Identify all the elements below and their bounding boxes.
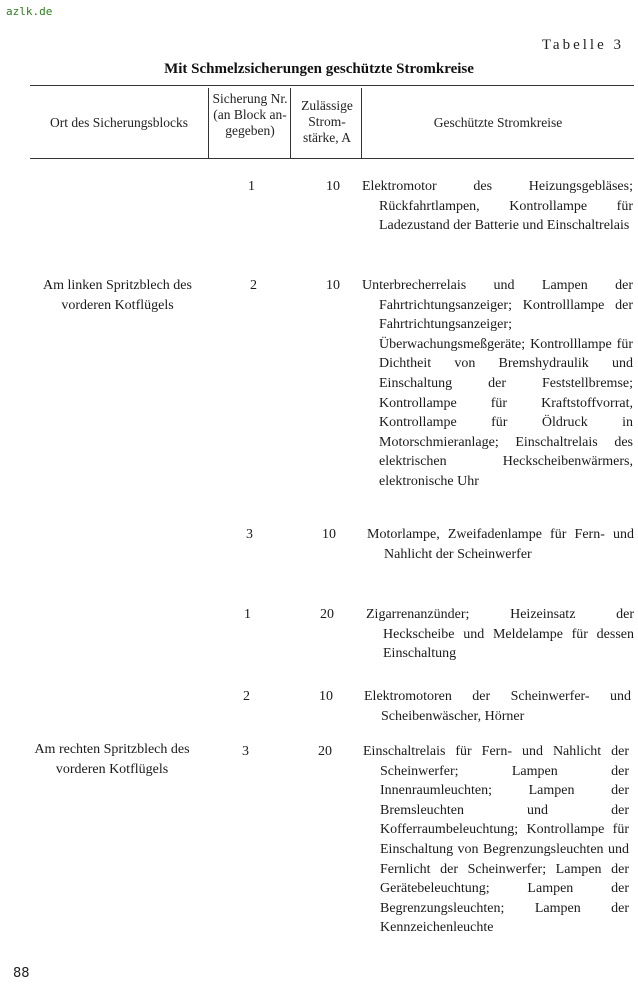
fuse-number: 1: [244, 607, 251, 622]
header-bottom-rule: [30, 158, 634, 159]
protected-circuits: Elektromotoren der Scheinwerfer- und Scheibenwäscher, Hörner: [364, 689, 631, 724]
header-fuse-no: Sicherung Nr. (an Block an- gegeben): [212, 91, 288, 138]
current-rating: 20: [320, 607, 334, 622]
table-title: Mit Schmelzsicherungen geschützte Stromkreise: [164, 61, 474, 77]
fuse-number: 2: [243, 689, 250, 704]
protected-circuits: Zigarrenanzünder; Heizeinsatz der Heckscheibe und Meldelampe für dessen Einschaltung: [366, 607, 634, 662]
table-label: Tabelle 3: [541, 37, 624, 53]
fuse-number: 1: [248, 179, 255, 194]
column-divider: [290, 88, 291, 158]
header-circuits: Geschützte Stromkreise: [433, 115, 563, 130]
protected-circuits: Motorlampe, Zweifadenlampe für Fern- und Nahlicht der Scheinwerfer: [367, 527, 634, 562]
current-rating: 10: [326, 179, 340, 194]
header-current: Zulässige Strom- stärke, A: [301, 98, 353, 145]
location-left-fender: Am linken Spritzblech des vorderen Kotflügels: [43, 278, 192, 313]
column-divider: [208, 88, 209, 158]
current-rating: 10: [322, 527, 336, 542]
header-top-rule: [30, 85, 634, 86]
current-rating: 10: [319, 689, 333, 704]
current-rating: 20: [318, 744, 332, 759]
watermark: azlk.de: [6, 5, 53, 18]
protected-circuits: Einschaltrelais für Fern- und Nahlicht der Scheinwerfer; Lampen der Innenraumleuchten; Lampen der Bremsleuchten und der Kofferraumbeleuchtung; Kontrollampe für Einschaltung von Begrenzungsleuchten und Fernlicht der Scheinwerfer; Lampen der Gerätebeleuchtung; Lampen der Begrenzungsleuchten; Lampen der Kennzeichenleuchte: [363, 744, 629, 936]
fuse-number: 3: [246, 527, 253, 542]
page-number: 88: [13, 966, 30, 981]
location-right-fender: Am rechten Spritzblech des vorderen Kotflügels: [34, 742, 190, 777]
protected-circuits: Unterbrecherrelais und Lampen der Fahrtrichtungsanzeiger; Kontrolllampe der Fahrtrichtungsanzeiger; Überwachungsmeßgeräte; Kontrolllampe für Dichtheit von Bremshydraulik und Einschaltung der Feststellbremse; Kontrollampe für Kraftstoffvorrat, Kontrollampe für Öldruck in Motorschmieranlage; Einschaltrelais des elektrischen Heckscheibenwärmers, elektronische Uhr: [362, 278, 633, 489]
protected-circuits: Elektromotor des Heizungsgebläses; Rückfahrtlampen, Kontrollampe für Ladezustand der Batterie und Einschaltrelais: [362, 179, 633, 234]
fuse-number: 3: [242, 744, 249, 759]
header-location: Ort des Sicherungsblocks: [50, 115, 188, 130]
current-rating: 10: [326, 278, 340, 293]
fuse-number: 2: [250, 278, 257, 293]
